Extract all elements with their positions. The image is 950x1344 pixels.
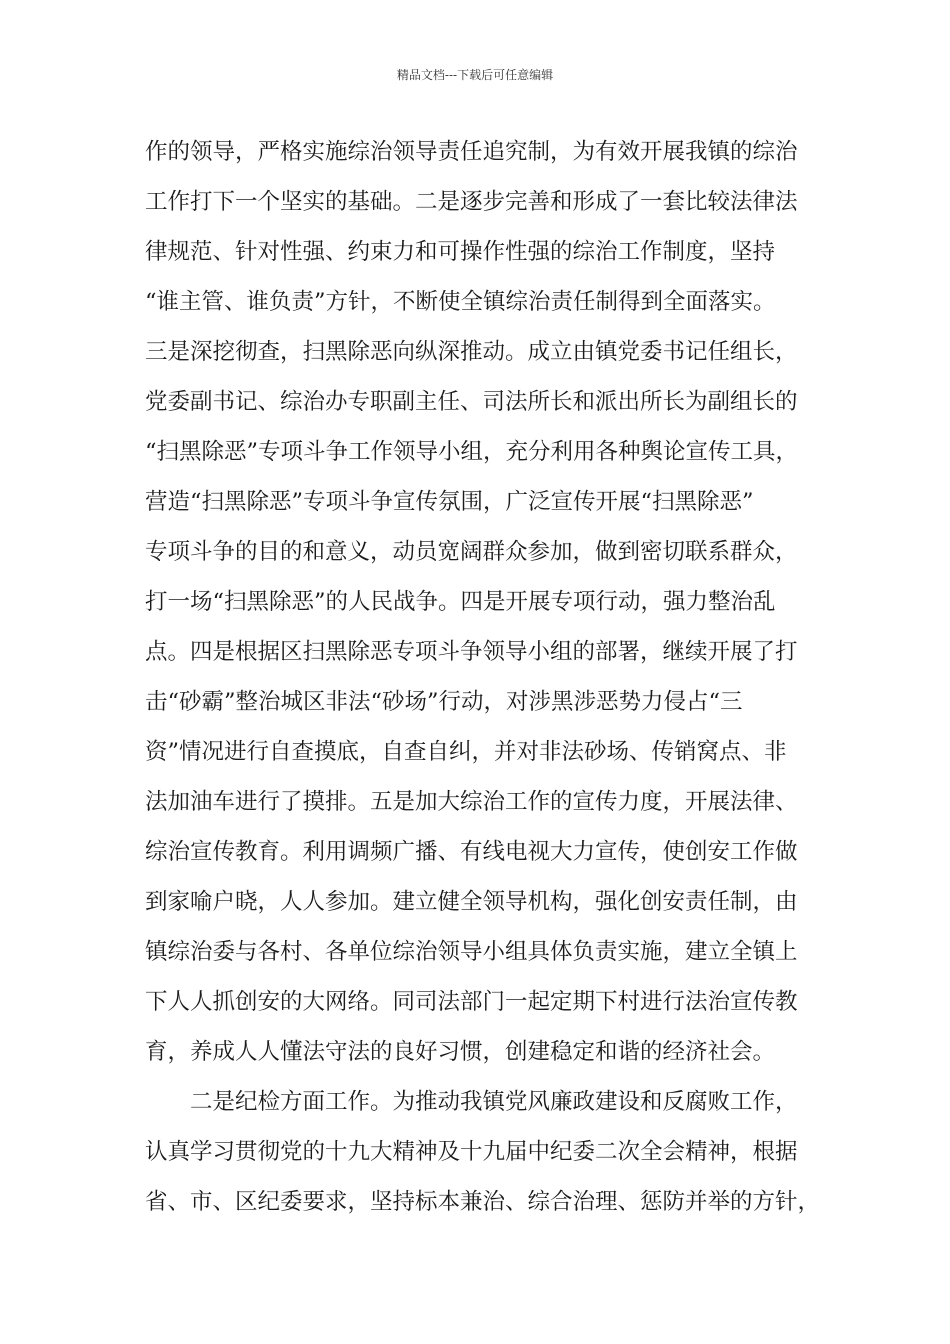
text-line: 党委副书记、综治办专职副主任、司法所长和派出所长为副组长的: [145, 389, 798, 415]
text-line: 三是深挖彻查，扫黑除恶向纵深推动。成立由镇党委书记任组长，: [145, 339, 798, 365]
text-line: 打一场“扫黑除恶”的人民战争。四是开展专项行动，强力整治乱: [145, 589, 776, 615]
page-header: 精品文档---下载后可任意编辑: [396, 68, 554, 82]
text-line: 点。四是根据区扫黑除恶专项斗争领导小组的部署，继续开展了打: [145, 639, 798, 665]
text-line: 育，养成人人懂法守法的良好习惯，创建稳定和谐的经济社会。: [145, 1039, 776, 1065]
paragraph-start-line: 二是纪检方面工作。为推动我镇党风廉政建设和反腐败工作，: [190, 1089, 798, 1115]
text-line: “谁主管、谁负责”方针，不断使全镇综治责任制得到全面落实。: [145, 289, 776, 315]
text-line: 作的领导，严格实施综治领导责任追究制，为有效开展我镇的综治: [145, 139, 798, 165]
text-line: 法加油车进行了摸排。五是加大综治工作的宣传力度，开展法律、: [145, 789, 798, 815]
text-line: 镇综治委与各村、各单位综治领导小组具体负责实施，建立全镇上: [145, 939, 798, 965]
text-line: 营造“扫黑除恶”专项斗争宣传氛围，广泛宣传开展“扫黑除恶”: [145, 489, 754, 515]
text-line: 击“砂霸”整治城区非法“砂场”行动，对涉黑涉恶势力侵占“三: [145, 689, 743, 715]
text-line: 专项斗争的目的和意义，动员宽阔群众参加，做到密切联系群众，: [145, 539, 798, 565]
text-line: 下人人抓创安的大网络。同司法部门一起定期下村进行法治宣传教: [145, 989, 798, 1015]
text-line: 认真学习贯彻党的十九大精神及十九届中纪委二次全会精神，根据: [145, 1139, 798, 1165]
text-line: 工作打下一个坚实的基础。二是逐步完善和形成了一套比较法律法: [145, 189, 798, 215]
text-line: 省、市、区纪委要求，坚持标本兼治、综合治理、惩防并举的方针，: [145, 1189, 821, 1215]
text-line: 到家喻户晓，人人参加。建立健全领导机构，强化创安责任制，由: [145, 889, 798, 915]
text-line: “扫黑除恶”专项斗争工作领导小组，充分利用各种舆论宣传工具，: [145, 439, 799, 465]
text-line: 综治宣传教育。利用调频广播、有线电视大力宣传，使创安工作做: [145, 839, 798, 865]
text-line: 资”情况进行自查摸底，自查自纠，并对非法砂场、传销窝点、非: [145, 739, 787, 765]
text-line: 律规范、针对性强、约束力和可操作性强的综治工作制度，坚持: [145, 239, 776, 265]
body-text: [145, 127, 825, 1227]
